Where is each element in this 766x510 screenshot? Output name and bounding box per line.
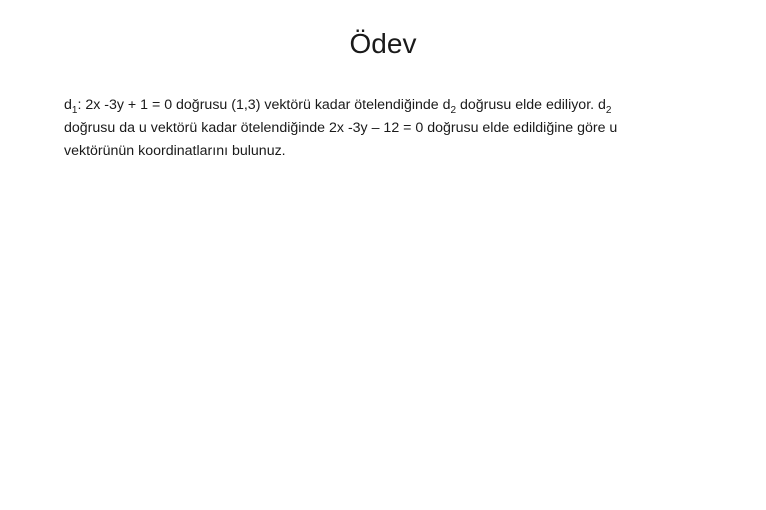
subscript-2: 2 xyxy=(450,105,457,116)
subscript-3: 2 xyxy=(605,105,612,116)
problem-text xyxy=(64,94,714,163)
line1-text-c: doğrusu elde ediliyor. d xyxy=(456,97,606,113)
line1-text-b: : 2x -3y + 1 = 0 doğrusu (1,3) vektörü kadar ötelendiğinde d xyxy=(77,97,451,113)
subscript-1: 1 xyxy=(71,105,78,116)
problem-line-1 xyxy=(64,94,714,117)
problem-line-3: vektörünün koordinatlarını bulunuz. xyxy=(64,143,286,159)
slide-title: Ödev xyxy=(349,28,417,59)
problem-line-2: doğrusu da u vektörü kadar ötelendiğinde 2x -3y – 12 = 0 doğrusu elde edildiğine göre u xyxy=(64,120,618,136)
line1-text-a: d xyxy=(64,97,72,113)
